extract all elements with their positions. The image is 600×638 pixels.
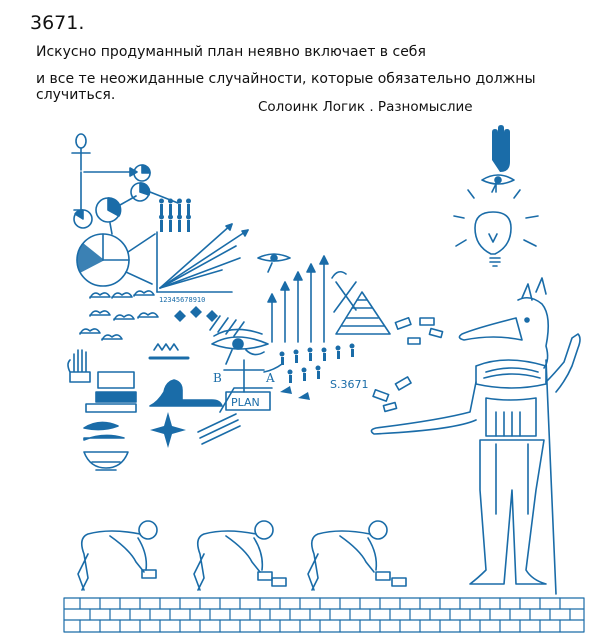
- worker-figure: [308, 521, 406, 590]
- point-a-label: A: [266, 371, 275, 385]
- bowl-glyph: [84, 452, 128, 470]
- running-figures: [280, 344, 355, 401]
- wave-glyphs: [150, 344, 188, 358]
- quote-author: Солоинк Логик . Разномыслие: [258, 99, 473, 115]
- compass-star-icon: [150, 412, 186, 448]
- cloud-glyphs: [80, 291, 158, 340]
- reed-glyphs: [210, 316, 244, 336]
- quote-number: 3671.: [30, 12, 85, 34]
- flow-arrow: [110, 223, 112, 234]
- eye-of-horus-icon: [212, 329, 268, 364]
- flow-arrow: [128, 234, 155, 252]
- growth-chart: [157, 224, 248, 292]
- eye-icon: [482, 175, 514, 192]
- quote-line-2: и все те неожиданные случайности, которые обязательно должны случиться.: [36, 71, 536, 103]
- vertical-arrows: [268, 256, 328, 342]
- box-glyph: [86, 372, 136, 412]
- worker-figure: [194, 521, 286, 590]
- flow-arrow: [120, 196, 136, 205]
- flow-arrow: [74, 172, 81, 210]
- ankh-icon: [72, 134, 90, 170]
- bird-glyph: [84, 422, 124, 440]
- arrow-bundle: [198, 414, 240, 444]
- axis-digits: 12345678910: [159, 296, 206, 304]
- lightbulb-icon: [454, 182, 538, 266]
- quote-line-1: Искусно продуманный план неявно включает в себя: [36, 44, 426, 60]
- plan-label: PLAN: [231, 396, 260, 409]
- flow-arrow: [126, 272, 152, 284]
- flow-arrow: [150, 192, 178, 203]
- hand-icon: [68, 350, 90, 382]
- pie-chart-icon: [96, 198, 121, 222]
- pie-chart-icon: [74, 210, 92, 228]
- anubis-figure: [371, 278, 580, 594]
- sphinx-icon: [150, 380, 222, 406]
- brick-wall: [64, 598, 584, 632]
- point-b-label: B: [213, 371, 222, 385]
- crook-icon: [332, 272, 356, 312]
- raised-hand-icon: [492, 125, 510, 172]
- code-label: S.3671: [330, 378, 369, 391]
- diamond-glyphs: [174, 306, 218, 322]
- pie-chart-icon: [131, 183, 150, 201]
- pie-chart-icon: [77, 234, 129, 286]
- worker-figure: [78, 521, 157, 590]
- eye-icon: [258, 254, 290, 272]
- marching-figures: [159, 199, 191, 233]
- loose-bricks: [373, 318, 443, 412]
